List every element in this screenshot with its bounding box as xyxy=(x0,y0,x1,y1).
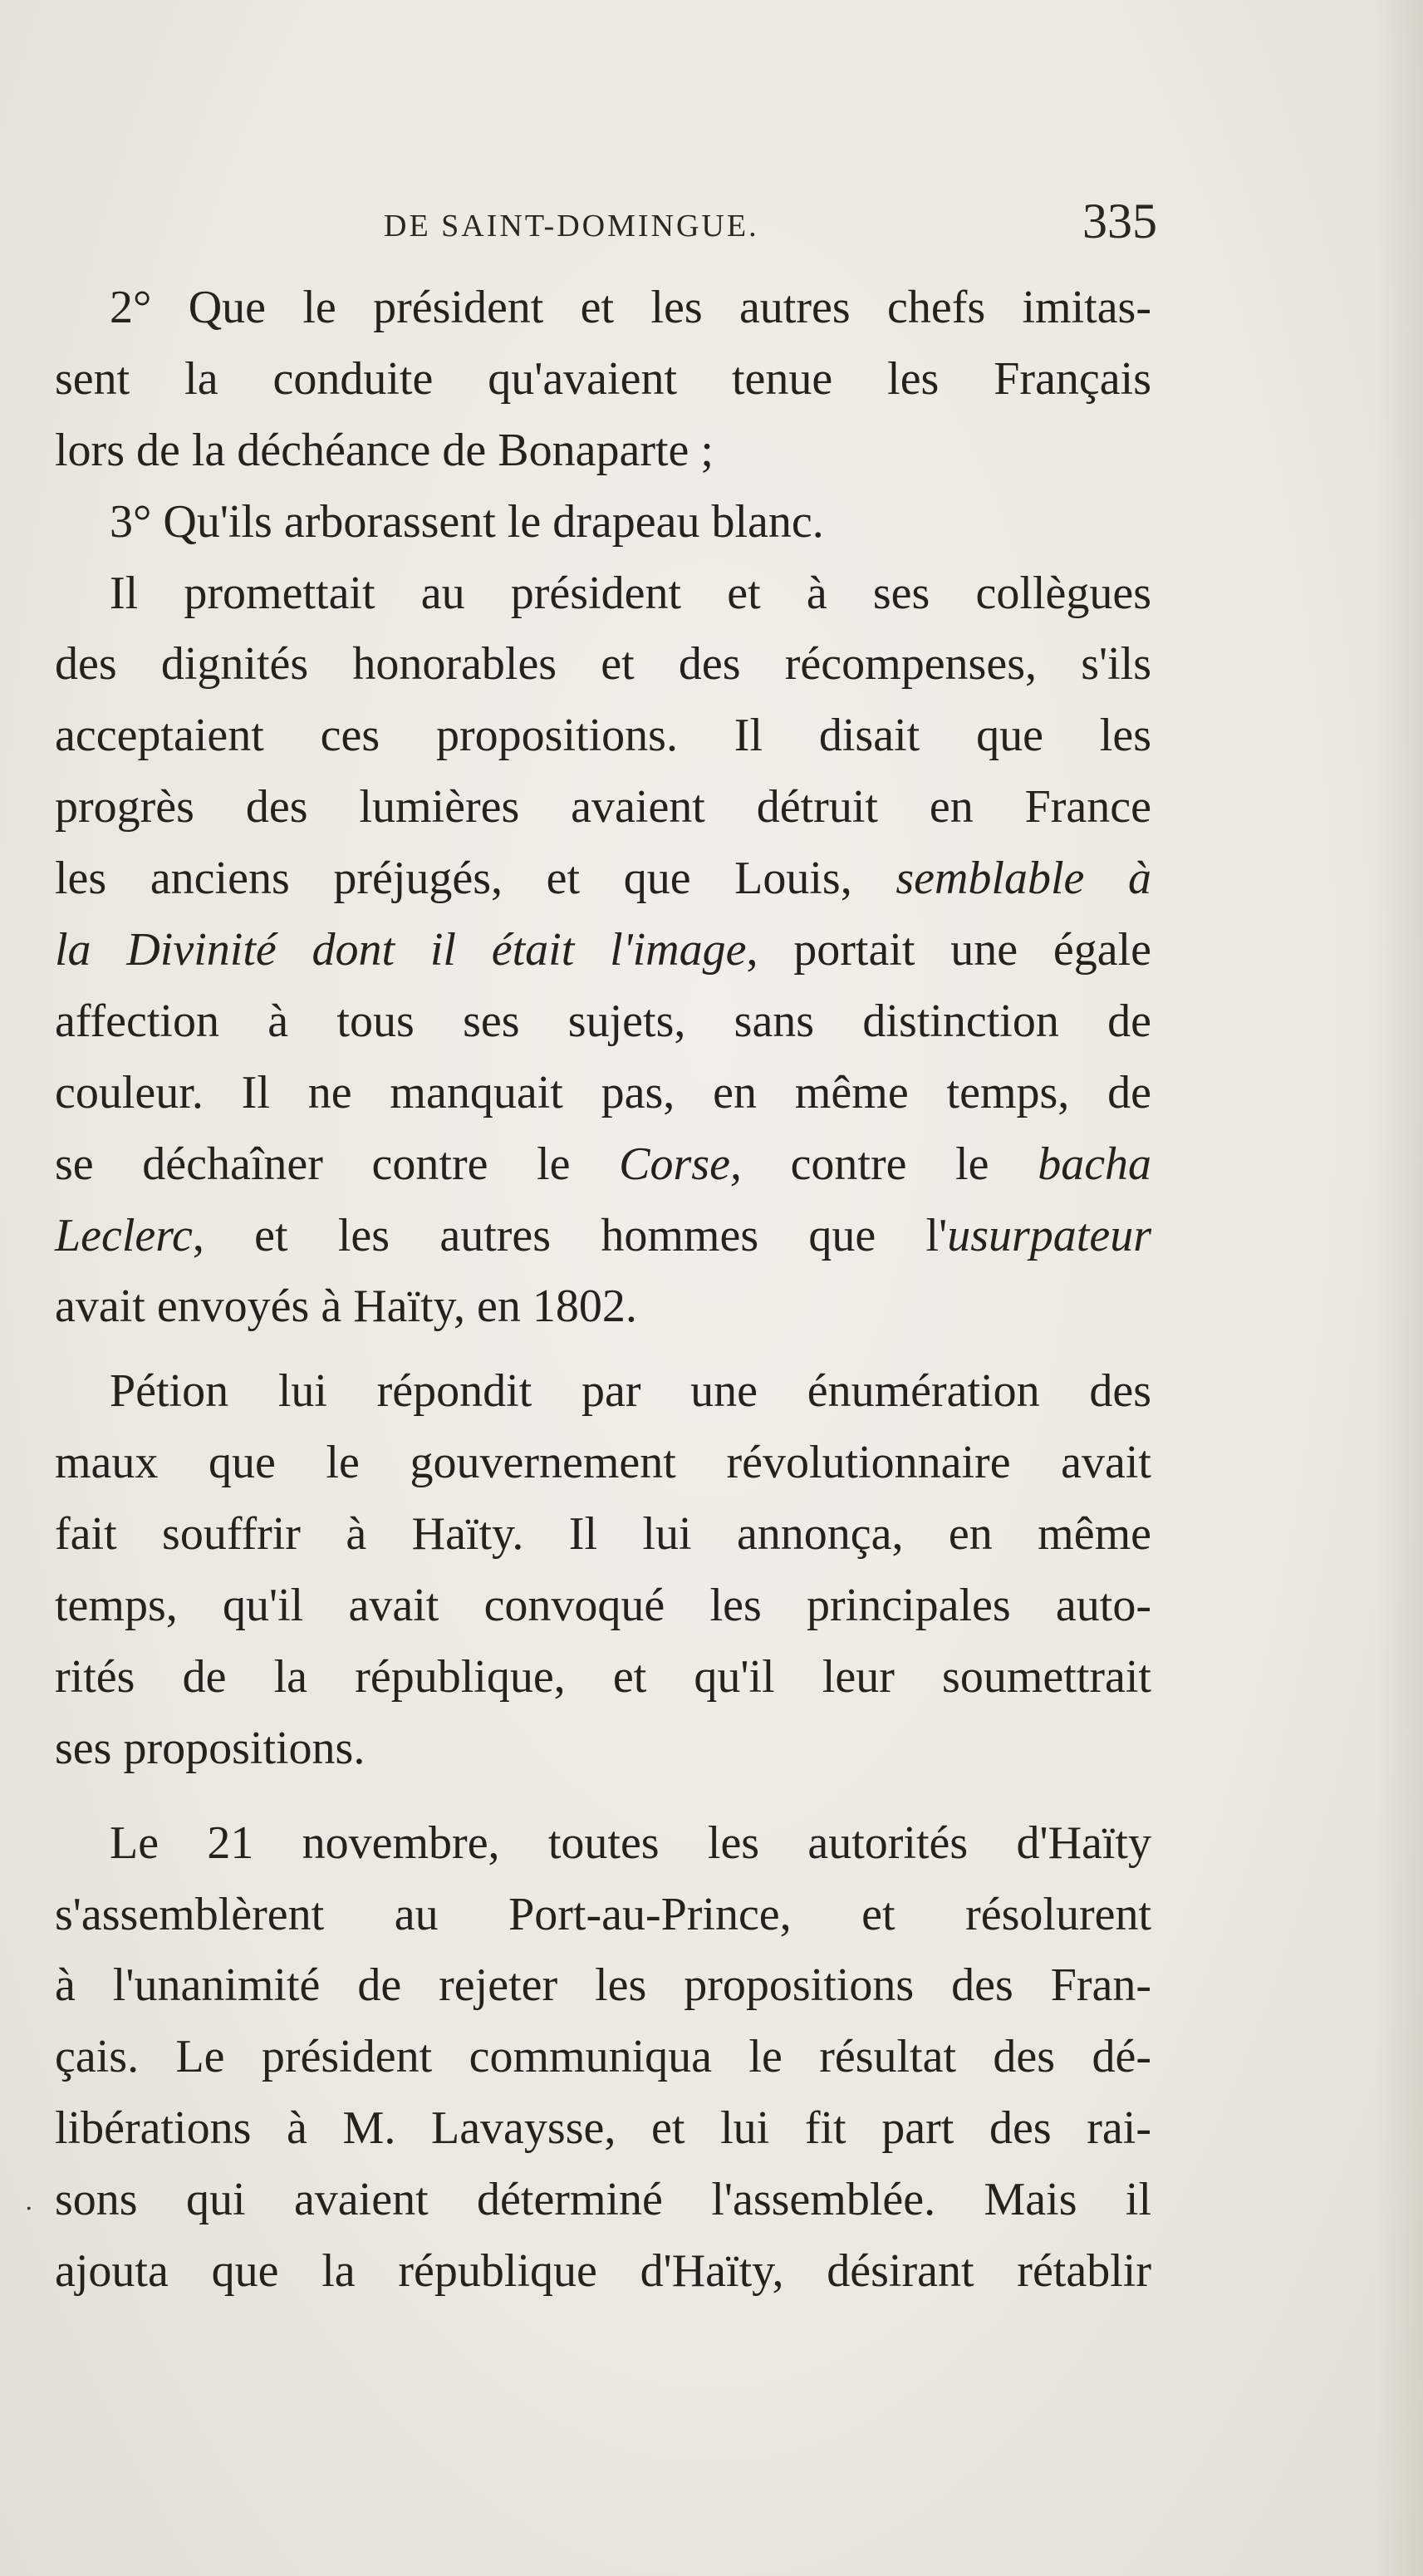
text-line-22: Le 21 novembre, toutes les autorités d'Haïty xyxy=(110,1816,1151,1869)
text-line-28: ajouta que la république d'Haïty, désirant rétablir xyxy=(55,2245,1151,2298)
page-header xyxy=(0,193,1423,251)
text-line-18: fait souffrir à Haïty. Il lui annonça, en même xyxy=(55,1508,1151,1561)
text-line-14-roman: , et les autres hommes que l' xyxy=(192,1209,948,1261)
body-text xyxy=(55,273,1151,2308)
text-line-26: libérations à M. Lavaysse, et lui fit part des rai- xyxy=(55,2102,1151,2155)
text-line-24: à l'unanimité de rejeter les propositions des Fran- xyxy=(55,1959,1151,2012)
text-line-23: s'assemblèrent au Port-au-Prince, et résolurent xyxy=(55,1888,1151,1940)
text-line-19: temps, qu'il avait convoqué les principales auto- xyxy=(55,1580,1151,1632)
text-line-14-italic-b: usurpateur xyxy=(947,1209,1151,1261)
text-line-9-roman: les anciens préjugés, et que Louis, xyxy=(55,853,852,905)
text-line-10-italic: la Divinité dont il était l'image xyxy=(55,924,747,976)
text-line-5: Il promettait au président et à ses collègues xyxy=(110,567,1151,619)
text-line-8: progrès des lumières avaient détruit en France xyxy=(55,781,1151,833)
text-line-6: des dignités honorables et des récompenses, s'ils xyxy=(55,638,1151,691)
text-line-4: 3° Qu'ils arborassent le drapeau blanc. xyxy=(110,495,824,548)
text-line-13-roman-a: se déchaîner contre le xyxy=(55,1138,571,1190)
margin-mark: . xyxy=(25,2187,33,2216)
page-edge-shadow xyxy=(1373,0,1423,2576)
text-line-1: 2° Que le président et les autres chefs imitas- xyxy=(110,282,1151,333)
text-line-16: Pétion lui répondit par une énumération des xyxy=(110,1365,1151,1418)
text-line-11: affection à tous ses sujets, sans distinction de xyxy=(55,995,1151,1047)
text-line-7: acceptaient ces propositions. Il disait que les xyxy=(55,710,1151,762)
page-number: 335 xyxy=(1082,194,1157,248)
text-line-14-italic-a: Leclerc xyxy=(55,1209,193,1261)
text-line-13-italic-b: bacha xyxy=(1038,1138,1152,1190)
text-line-2: sent la conduite qu'avaient tenue les Français xyxy=(55,352,1151,405)
text-line-13-roman-b: contre le xyxy=(790,1138,989,1190)
text-line-25: çais. Le président communiqua le résultat des dé- xyxy=(55,2031,1151,2083)
text-line-27: sons qui avaient déterminé l'assemblée. Mais il xyxy=(55,2174,1151,2226)
text-line-17: maux que le gouvernement révolutionnaire avait xyxy=(55,1437,1151,1489)
text-line-12: couleur. Il ne manquait pas, en même temps, de xyxy=(55,1066,1151,1118)
text-line-13 xyxy=(55,1129,1151,1201)
text-line-13-italic-a: Corse, xyxy=(619,1138,742,1190)
running-title: DE SAINT-DOMINGUE. xyxy=(384,209,759,243)
text-line-10 xyxy=(55,915,1151,986)
text-line-20: rités de la république, et qu'il leur soumettrait xyxy=(55,1650,1151,1703)
text-line-3: lors de la déchéance de Bonaparte ; xyxy=(55,424,714,476)
text-line-14 xyxy=(55,1201,1151,1272)
text-line-9-italic: semblable à xyxy=(896,853,1151,905)
text-line-21: ses propositions. xyxy=(55,1722,366,1774)
text-line-9 xyxy=(55,843,1151,915)
text-line-15: avait envoyés à Haïty, en 1802. xyxy=(55,1281,637,1333)
text-line-10-roman: , portait une égale xyxy=(746,924,1151,976)
